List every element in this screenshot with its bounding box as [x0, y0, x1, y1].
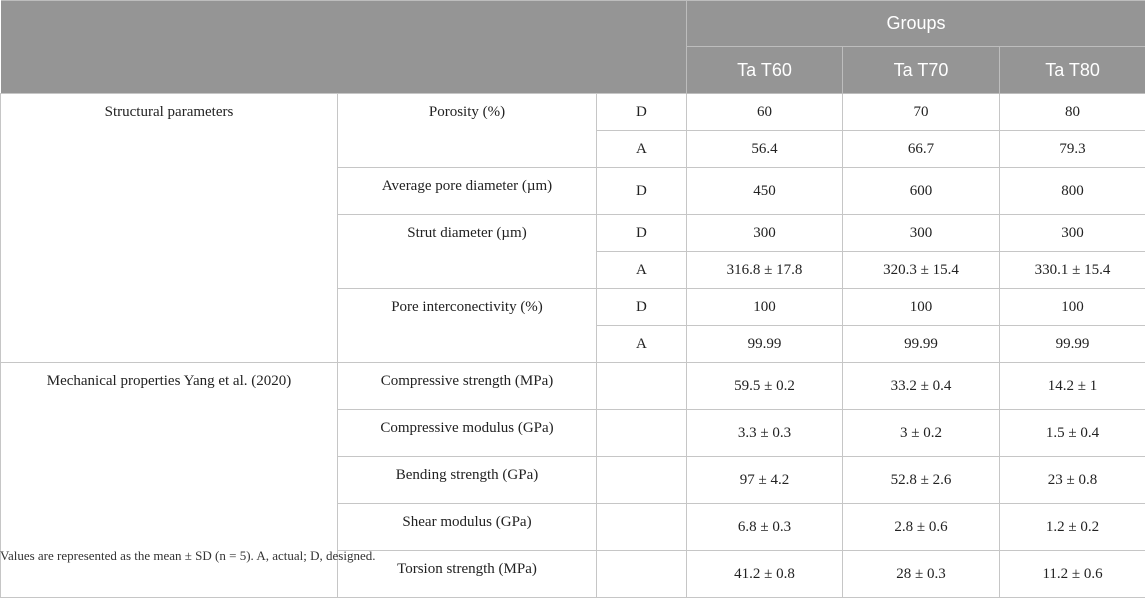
value-cell: 330.1 ± 15.4 — [1000, 252, 1145, 289]
column-header-ta-t70: Ta T70 — [843, 47, 1000, 94]
column-header-ta-t60: Ta T60 — [687, 47, 843, 94]
section-label: Mechanical properties Yang et al. (2020) — [1, 363, 338, 598]
value-cell: 41.2 ± 0.8 — [687, 551, 843, 598]
value-cell: 2.8 ± 0.6 — [843, 504, 1000, 551]
parameter-name: Porosity (%) — [338, 94, 597, 168]
value-type-cell — [597, 457, 687, 504]
value-cell: 79.3 — [1000, 131, 1145, 168]
value-type-cell: D — [597, 168, 687, 215]
parameter-name: Compressive strength (MPa) — [338, 363, 597, 410]
table-header — [1, 1, 1145, 94]
value-type-cell — [597, 504, 687, 551]
value-cell: 99.99 — [687, 326, 843, 363]
parameter-name: Average pore diameter (µm) — [338, 168, 597, 215]
value-type-cell: A — [597, 326, 687, 363]
value-cell: 14.2 ± 1 — [1000, 363, 1145, 410]
value-type-cell: D — [597, 215, 687, 252]
value-cell: 99.99 — [843, 326, 1000, 363]
value-cell: 33.2 ± 0.4 — [843, 363, 1000, 410]
value-cell: 800 — [1000, 168, 1145, 215]
table-row — [1, 363, 1145, 410]
value-type-cell: D — [597, 289, 687, 326]
value-cell: 1.5 ± 0.4 — [1000, 410, 1145, 457]
value-cell: 97 ± 4.2 — [687, 457, 843, 504]
value-cell: 300 — [1000, 215, 1145, 252]
value-type-cell: D — [597, 94, 687, 131]
value-cell: 450 — [687, 168, 843, 215]
parameter-name: Bending strength (GPa) — [338, 457, 597, 504]
value-cell: 99.99 — [1000, 326, 1145, 363]
parameter-name: Pore interconectivity (%) — [338, 289, 597, 363]
value-cell: 6.8 ± 0.3 — [687, 504, 843, 551]
value-cell: 300 — [843, 215, 1000, 252]
value-cell: 100 — [843, 289, 1000, 326]
section-label: Structural parameters — [1, 94, 338, 363]
value-cell: 80 — [1000, 94, 1145, 131]
value-cell: 11.2 ± 0.6 — [1000, 551, 1145, 598]
parameter-name: Compressive modulus (GPa) — [338, 410, 597, 457]
value-cell: 28 ± 0.3 — [843, 551, 1000, 598]
header-blank — [1, 1, 687, 94]
value-cell: 300 — [687, 215, 843, 252]
value-cell: 1.2 ± 0.2 — [1000, 504, 1145, 551]
value-cell: 70 — [843, 94, 1000, 131]
value-cell: 3.3 ± 0.3 — [687, 410, 843, 457]
value-cell: 56.4 — [687, 131, 843, 168]
value-cell: 59.5 ± 0.2 — [687, 363, 843, 410]
table-footnote: Values are represented as the mean ± SD (n = 5). A, actual; D, designed. — [0, 548, 375, 564]
value-cell: 320.3 ± 15.4 — [843, 252, 1000, 289]
value-cell: 600 — [843, 168, 1000, 215]
parameter-name: Shear modulus (GPa) — [338, 504, 597, 551]
column-header-ta-t80: Ta T80 — [1000, 47, 1145, 94]
value-type-cell: A — [597, 252, 687, 289]
value-type-cell — [597, 410, 687, 457]
value-cell: 60 — [687, 94, 843, 131]
parameter-name: Torsion strength (MPa) — [338, 551, 597, 598]
value-cell: 52.8 ± 2.6 — [843, 457, 1000, 504]
groups-header: Groups — [687, 1, 1145, 47]
value-cell: 316.8 ± 17.8 — [687, 252, 843, 289]
value-type-cell — [597, 363, 687, 410]
value-type-cell: A — [597, 131, 687, 168]
value-cell: 100 — [1000, 289, 1145, 326]
table-row — [1, 94, 1145, 131]
value-cell: 3 ± 0.2 — [843, 410, 1000, 457]
value-type-cell — [597, 551, 687, 598]
value-cell: 100 — [687, 289, 843, 326]
parameter-name: Strut diameter (µm) — [338, 215, 597, 289]
value-cell: 23 ± 0.8 — [1000, 457, 1145, 504]
value-cell: 66.7 — [843, 131, 1000, 168]
table-body — [1, 94, 1145, 598]
